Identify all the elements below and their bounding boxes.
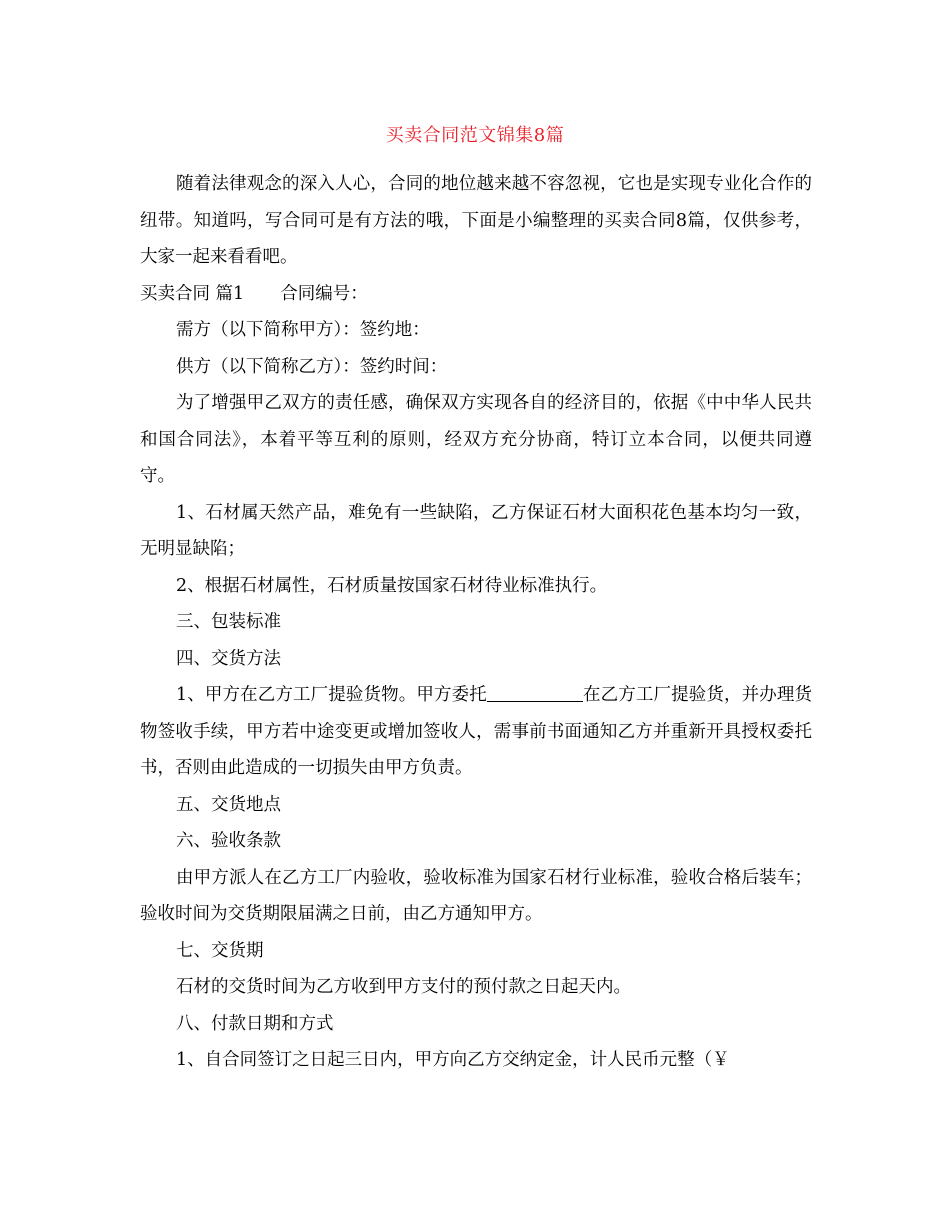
- section-heading: 买卖合同 篇1: [140, 283, 245, 304]
- delivery-period-heading: 七、交货期: [176, 940, 264, 961]
- delivery-period-paragraph: 石材的交货时间为乙方收到甲方支付的预付款之日起天内。: [176, 977, 631, 997]
- document-body: [140, 166, 812, 1079]
- section-heading-row: [140, 276, 812, 313]
- quality-clause-1: 1、石材属天然产品，难免有一些缺陷，乙方保证石材大面积花色基本均匀一致，无明显缺陷；: [140, 502, 812, 559]
- acceptance-heading: 六、验收条款: [176, 831, 281, 851]
- packing-heading: 三、包装标准: [176, 612, 281, 632]
- document-title: 买卖合同范文锦集8篇: [385, 125, 565, 146]
- payment-clause-1: 1、自合同签订之日起三日内，甲方向乙方交纳定金，计人民币元整（￥: [176, 1050, 730, 1070]
- party-b-line: 供方（以下简称乙方）：签约时间：: [176, 356, 448, 377]
- delivery-method-clause-1: [140, 677, 812, 787]
- delivery-method-heading: 四、交货方法: [176, 648, 281, 669]
- quality-clause-2: 2、根据石材属性，石材质量按国家石材待业标准执行。: [176, 575, 608, 596]
- payment-heading: 八、付款日期和方式: [176, 1013, 334, 1034]
- fill-in-blank: [487, 683, 583, 702]
- intro-paragraph: 随着法律观念的深入人心，合同的地位越来越不容忽视，它也是实现专业化合作的纽带。知道吗，写合同可是有方法的哦，下面是小编整理的买卖合同8篇，仅供参考，大家一起来看看吧。: [140, 174, 812, 267]
- delivery-method-text-end: 在乙方工厂提验货，并办理货物签收手续，甲方若中途变更或增加签收人，需事前书面通知乙方并重新开具授权委托书，否则由此造成的一切损失由甲方负责。: [140, 685, 812, 778]
- delivery-place-heading: 五、交货地点: [176, 794, 281, 815]
- preamble-paragraph: 为了增强甲乙双方的责任感，确保双方实现各自的经济目的，依据《中中华人民共和国合同法》，本着平等互利的原则，经双方充分协商，特订立本合同，以便共同遵守。: [140, 393, 812, 486]
- acceptance-paragraph: 由甲方派人在乙方工厂内验收，验收标准为国家石材行业标准，验收合格后装车；验收时间为交货期限届满之日前，由乙方通知甲方。: [140, 867, 812, 924]
- contract-number-label: 合同编号：: [280, 283, 368, 304]
- party-a-line: 需方（以下简称甲方）：签约地：: [176, 320, 430, 340]
- delivery-method-text-start: 1、甲方在乙方工厂提验货物。甲方委托: [176, 685, 487, 705]
